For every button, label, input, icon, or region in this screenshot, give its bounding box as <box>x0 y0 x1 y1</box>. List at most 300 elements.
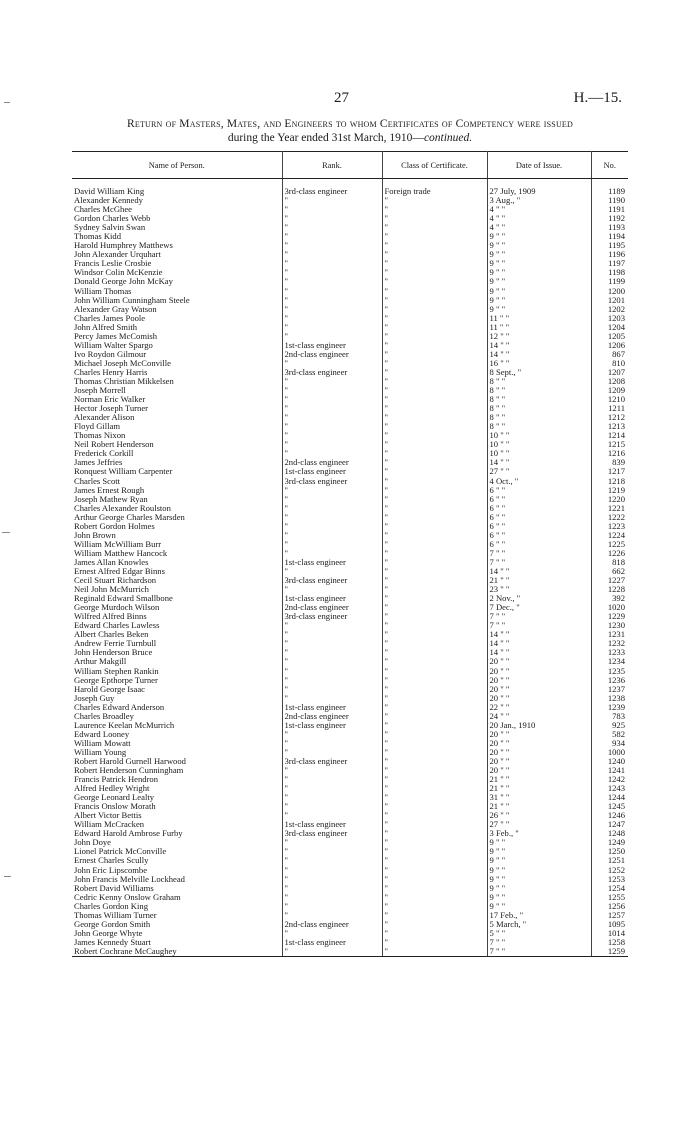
cell-date: 20 " " <box>487 666 591 675</box>
cell-rank: " <box>282 513 382 522</box>
cell-name: Robert Cochrane McCaughey <box>72 947 282 957</box>
cell-name: Norman Eric Walker <box>72 395 282 404</box>
cell-name: James Allan Knowles <box>72 558 282 567</box>
cell-class: " <box>382 350 487 359</box>
cell-name: Gordon Charles Webb <box>72 214 282 223</box>
cell-name: David William King <box>72 187 282 196</box>
cell-number: 1020 <box>607 603 625 613</box>
cell-date: 9 " " <box>487 287 591 296</box>
cell-name: Robert Henderson Cunningham <box>72 766 282 775</box>
cell-name: Joseph Mathew Ryan <box>72 495 282 504</box>
cell-date: 7 " " <box>487 549 591 558</box>
cell-number: 1243 <box>607 784 625 794</box>
cell-class: " <box>382 866 487 875</box>
cell-number: 1241 <box>607 766 625 776</box>
table-row <box>72 296 628 305</box>
cell-number: 1207 <box>607 367 625 377</box>
cell-date: 27 July, 1909 <box>487 187 591 196</box>
cell-rank: 2nd-class engineer <box>282 458 382 467</box>
cell-class: " <box>382 296 487 305</box>
table-row <box>72 721 628 730</box>
table-row <box>72 323 628 332</box>
cell-rank: " <box>282 305 382 314</box>
table-row <box>72 902 628 911</box>
cell-class: " <box>382 775 487 784</box>
cell-class: " <box>382 929 487 938</box>
table-row <box>72 739 628 748</box>
cell-date: 9 " " <box>487 259 591 268</box>
cell-rank: " <box>282 214 382 223</box>
table-row <box>72 377 628 386</box>
cell-number: 1233 <box>607 648 625 658</box>
table-row <box>72 522 628 531</box>
cell-date: 9 " " <box>487 875 591 884</box>
cell-class: " <box>382 287 487 296</box>
table-row <box>72 603 628 612</box>
cell-date: 5 March, " <box>487 920 591 929</box>
cell-number: 1198 <box>608 268 625 278</box>
cell-name: Alexander Gray Watson <box>72 305 282 314</box>
cell-date: 17 Feb., " <box>487 911 591 920</box>
cell-number: 1191 <box>608 205 625 215</box>
cell-date: 11 " " <box>487 314 591 323</box>
cell-number: 1226 <box>607 548 625 558</box>
cell-name: George Leonard Lealty <box>72 793 282 802</box>
cell-name: Frederick Corkill <box>72 449 282 458</box>
cell-name: Robert David Williams <box>72 884 282 893</box>
cell-class: " <box>382 766 487 775</box>
cell-class: " <box>382 666 487 675</box>
cell-class: " <box>382 404 487 413</box>
table-row <box>72 838 628 847</box>
table-row <box>72 621 628 630</box>
cell-number: 1229 <box>607 612 625 622</box>
cell-class: " <box>382 368 487 377</box>
cell-date: 21 " " <box>487 784 591 793</box>
table-header-row <box>72 152 628 179</box>
certificates-table <box>72 151 628 957</box>
cell-name: Charles Henry Harris <box>72 368 282 377</box>
cell-class: " <box>382 612 487 621</box>
table-row <box>72 504 628 513</box>
table-row <box>72 277 628 286</box>
cell-number: 1246 <box>607 811 625 821</box>
page-number: 27 <box>334 90 349 106</box>
cell-name: Albert Victor Bettis <box>72 811 282 820</box>
cell-rank: 2nd-class engineer <box>282 603 382 612</box>
cell-date: 20 " " <box>487 694 591 703</box>
cell-rank: " <box>282 250 382 259</box>
cell-class: " <box>382 567 487 576</box>
column-header-date: Date of Issue. <box>487 152 591 179</box>
cell-number: 1254 <box>607 883 625 893</box>
cell-name: Harold Humphrey Matthews <box>72 241 282 250</box>
cell-class: " <box>382 639 487 648</box>
cell-rank: " <box>282 694 382 703</box>
cell-date: 8 " " <box>487 422 591 431</box>
cell-name: William Young <box>72 748 282 757</box>
table-row <box>72 820 628 829</box>
cell-date: 9 " " <box>487 884 591 893</box>
cell-class: " <box>382 856 487 865</box>
cell-number: 1215 <box>607 440 625 450</box>
cell-date: 7 " " <box>487 938 591 947</box>
cell-rank: " <box>282 621 382 630</box>
cell-class: " <box>382 884 487 893</box>
table-row <box>72 287 628 296</box>
cell-name: Thomas William Turner <box>72 911 282 920</box>
cell-date: 20 " " <box>487 730 591 739</box>
cell-date: 4 Oct., " <box>487 477 591 486</box>
cell-number: 1236 <box>607 675 625 685</box>
title-line-2 <box>72 131 628 145</box>
table-row <box>72 657 628 666</box>
table-row <box>72 413 628 422</box>
table-row <box>72 495 628 504</box>
table-row <box>72 893 628 902</box>
cell-date: 6 " " <box>487 504 591 513</box>
cell-number: 1238 <box>607 693 625 703</box>
table-row <box>72 784 628 793</box>
cell-class: " <box>382 829 487 838</box>
table-row <box>72 223 628 232</box>
cell-date: 23 " " <box>487 585 591 594</box>
cell-date: 7 " " <box>487 621 591 630</box>
cell-name: Neil Robert Henderson <box>72 440 282 449</box>
cell-number: 867 <box>612 349 625 359</box>
cell-number: 1234 <box>607 657 625 667</box>
table-row <box>72 612 628 621</box>
cell-date: 9 " " <box>487 232 591 241</box>
table-row <box>72 712 628 721</box>
cell-number: 1235 <box>607 666 625 676</box>
cell-number: 1208 <box>607 376 625 386</box>
cell-name: George Murdoch Wilson <box>72 603 282 612</box>
cell-rank: " <box>282 766 382 775</box>
cell-date: 14 " " <box>487 630 591 639</box>
cell-rank: " <box>282 775 382 784</box>
cell-rank: " <box>282 856 382 865</box>
cell-name: Charles Edward Anderson <box>72 703 282 712</box>
cell-rank: 2nd-class engineer <box>282 920 382 929</box>
cell-name: Charles Broadley <box>72 712 282 721</box>
cell-date: 9 " " <box>487 838 591 847</box>
cell-class: " <box>382 621 487 630</box>
cell-number: 1196 <box>608 250 625 260</box>
cell-number: 1225 <box>607 539 625 549</box>
cell-date: 21 " " <box>487 576 591 585</box>
cell-rank: " <box>282 522 382 531</box>
cell-number: 392 <box>612 594 625 604</box>
cell-number: 1255 <box>607 892 625 902</box>
cell-number: 1237 <box>607 684 625 694</box>
cell-number: 1240 <box>607 756 625 766</box>
cell-class: " <box>382 250 487 259</box>
page-edge-mark <box>2 532 10 533</box>
table-row <box>72 938 628 947</box>
cell-class: " <box>382 540 487 549</box>
cell-name: Arthur Makgill <box>72 657 282 666</box>
cell-number: 1232 <box>607 639 625 649</box>
cell-class: " <box>382 341 487 350</box>
cell-name: Edward Looney <box>72 730 282 739</box>
cell-rank: 3rd-class engineer <box>282 612 382 621</box>
cell-class: " <box>382 214 487 223</box>
table-row <box>72 630 628 639</box>
table-row <box>72 730 628 739</box>
column-header-class: Class of Certificate. <box>382 152 487 179</box>
table-row <box>72 911 628 920</box>
table-row <box>72 486 628 495</box>
cell-number: 1214 <box>607 431 625 441</box>
cell-date: 27 " " <box>487 820 591 829</box>
cell-class: " <box>382 268 487 277</box>
cell-name: Ernest Charles Scully <box>72 856 282 865</box>
cell-class: " <box>382 902 487 911</box>
cell-name: Thomas Christian Mikkelsen <box>72 377 282 386</box>
table-row <box>72 232 628 241</box>
table-row <box>72 196 628 205</box>
cell-name: William McCracken <box>72 820 282 829</box>
cell-rank: " <box>282 386 382 395</box>
cell-rank: " <box>282 377 382 386</box>
cell-date: 31 " " <box>487 793 591 802</box>
cell-date: 24 " " <box>487 712 591 721</box>
cell-rank: " <box>282 259 382 268</box>
cell-rank: " <box>282 449 382 458</box>
cell-date: 8 " " <box>487 386 591 395</box>
cell-date: 7 " " <box>487 558 591 567</box>
cell-rank: 3rd-class engineer <box>282 576 382 585</box>
table-row <box>72 341 628 350</box>
cell-rank: " <box>282 359 382 368</box>
cell-rank: 3rd-class engineer <box>282 368 382 377</box>
cell-class: " <box>382 386 487 395</box>
cell-rank: " <box>282 739 382 748</box>
table-row <box>72 332 628 341</box>
cell-name: Harold George Isaac <box>72 685 282 694</box>
cell-class: " <box>382 685 487 694</box>
cell-date: 6 " " <box>487 486 591 495</box>
cell-class: " <box>382 531 487 540</box>
table-row <box>72 449 628 458</box>
cell-date: 21 " " <box>487 775 591 784</box>
cell-rank: " <box>282 440 382 449</box>
cell-number: 1211 <box>608 404 625 414</box>
cell-rank: " <box>282 866 382 875</box>
cell-number: 1195 <box>608 241 625 251</box>
table-row <box>72 205 628 214</box>
cell-rank: " <box>282 730 382 739</box>
cell-name: William McWilliam Burr <box>72 540 282 549</box>
cell-rank: " <box>282 748 382 757</box>
cell-number: 1242 <box>607 775 625 785</box>
cell-number: 1014 <box>607 928 625 938</box>
cell-rank: " <box>282 287 382 296</box>
cell-rank: 1st-class engineer <box>282 721 382 730</box>
table-row <box>72 703 628 712</box>
cell-name: Thomas Nixon <box>72 431 282 440</box>
cell-number: 1212 <box>607 413 625 423</box>
cell-class: " <box>382 259 487 268</box>
cell-name: John Francis Melville Lockhead <box>72 875 282 884</box>
title-line-2-text: during the Year ended 31st March, 1910— <box>227 132 424 144</box>
table-row <box>72 676 628 685</box>
cell-rank: 2nd-class engineer <box>282 712 382 721</box>
cell-rank: " <box>282 241 382 250</box>
cell-date: 8 " " <box>487 404 591 413</box>
cell-rank: " <box>282 847 382 856</box>
cell-name: Thomas Kidd <box>72 232 282 241</box>
cell-number: 1230 <box>607 621 625 631</box>
cell-name: John Alfred Smith <box>72 323 282 332</box>
cell-name: Robert Gordon Holmes <box>72 522 282 531</box>
table-row <box>72 802 628 811</box>
table-body <box>72 179 628 957</box>
cell-name: Edward Harold Ambrose Furby <box>72 829 282 838</box>
cell-class: Foreign trade <box>382 187 487 196</box>
table-row <box>72 467 628 476</box>
cell-number: 1256 <box>607 901 625 911</box>
cell-number: 1224 <box>607 530 625 540</box>
table-row <box>72 395 628 404</box>
cell-date: 20 " " <box>487 676 591 685</box>
cell-name: Donald George John McKay <box>72 277 282 286</box>
table-row <box>72 884 628 893</box>
cell-number: 1204 <box>607 322 625 332</box>
cell-name: Charles Alexander Roulston <box>72 504 282 513</box>
cell-date: 5 " " <box>487 929 591 938</box>
table-row <box>72 685 628 694</box>
cell-class: " <box>382 359 487 368</box>
table-row <box>72 875 628 884</box>
cell-date: 27 " " <box>487 467 591 476</box>
cell-rank: " <box>282 531 382 540</box>
cell-date: 6 " " <box>487 531 591 540</box>
cell-rank: 3rd-class engineer <box>282 757 382 766</box>
cell-name: Charles McGhee <box>72 205 282 214</box>
cell-number: 818 <box>612 557 625 567</box>
table-row <box>72 775 628 784</box>
table-row <box>72 666 628 675</box>
table-title <box>72 117 628 145</box>
cell-date: 7 " " <box>487 612 591 621</box>
cell-rank: " <box>282 422 382 431</box>
cell-class: " <box>382 486 487 495</box>
cell-class: " <box>382 757 487 766</box>
cell-number: 839 <box>612 458 625 468</box>
cell-class: " <box>382 495 487 504</box>
table-row <box>72 576 628 585</box>
cell-rank: 1st-class engineer <box>282 820 382 829</box>
table-row <box>72 793 628 802</box>
cell-name: William Walter Spargo <box>72 341 282 350</box>
cell-rank: " <box>282 495 382 504</box>
cell-class: " <box>382 920 487 929</box>
cell-name: Joseph Morrell <box>72 386 282 395</box>
cell-date: 6 " " <box>487 540 591 549</box>
cell-number: 1192 <box>608 214 625 224</box>
cell-date: 4 " " <box>487 205 591 214</box>
cell-number: 1000 <box>607 747 625 757</box>
cell-rank: " <box>282 893 382 902</box>
table-row <box>72 558 628 567</box>
cell-name: William Matthew Hancock <box>72 549 282 558</box>
table-row <box>72 187 628 196</box>
cell-rank: " <box>282 685 382 694</box>
cell-number: 1218 <box>607 476 625 486</box>
cell-class: " <box>382 332 487 341</box>
cell-number: 1249 <box>607 838 625 848</box>
cell-rank: " <box>282 314 382 323</box>
cell-date: 4 " " <box>487 214 591 223</box>
cell-name: Charles Scott <box>72 477 282 486</box>
cell-class: " <box>382 676 487 685</box>
cell-number: 1189 <box>608 187 625 197</box>
cell-class: " <box>382 232 487 241</box>
table-row <box>72 920 628 929</box>
cell-class: " <box>382 820 487 829</box>
table-row <box>72 847 628 856</box>
cell-rank: " <box>282 567 382 576</box>
cell-name: John George Whyte <box>72 929 282 938</box>
cell-rank: 1st-class engineer <box>282 341 382 350</box>
cell-name: Alexander Alison <box>72 413 282 422</box>
cell-rank: " <box>282 884 382 893</box>
cell-class: " <box>382 440 487 449</box>
table-row <box>72 594 628 603</box>
cell-date: 14 " " <box>487 341 591 350</box>
cell-number: 1194 <box>608 232 625 242</box>
cell-number: 925 <box>612 720 625 730</box>
cell-date: 16 " " <box>487 359 591 368</box>
cell-name: Cedric Kenny Onslow Graham <box>72 893 282 902</box>
cell-rank: " <box>282 784 382 793</box>
page-edge-mark <box>4 102 10 103</box>
cell-name: Charles James Poole <box>72 314 282 323</box>
cell-number: 783 <box>612 711 625 721</box>
cell-number: 1221 <box>607 503 625 513</box>
cell-date: 10 " " <box>487 440 591 449</box>
cell-name: John William Cunningham Steele <box>72 296 282 305</box>
cell-rank: " <box>282 875 382 884</box>
cell-date: 9 " " <box>487 902 591 911</box>
table-row <box>72 440 628 449</box>
cell-class: " <box>382 703 487 712</box>
cell-name: Ernest Alfred Edgar Binns <box>72 567 282 576</box>
cell-class: " <box>382 793 487 802</box>
cell-name: George Gordon Smith <box>72 920 282 929</box>
cell-rank: 3rd-class engineer <box>282 829 382 838</box>
cell-class: " <box>382 449 487 458</box>
cell-rank: 1st-class engineer <box>282 558 382 567</box>
cell-rank: " <box>282 504 382 513</box>
cell-class: " <box>382 847 487 856</box>
cell-date: 9 " " <box>487 277 591 286</box>
table-row <box>72 929 628 938</box>
cell-class: " <box>382 522 487 531</box>
cell-class: " <box>382 223 487 232</box>
cell-date: 10 " " <box>487 449 591 458</box>
cell-name: Alexander Kennedy <box>72 196 282 205</box>
cell-class: " <box>382 558 487 567</box>
cell-name: Arthur George Charles Marsden <box>72 513 282 522</box>
cell-date: 20 " " <box>487 657 591 666</box>
cell-number: 1228 <box>607 585 625 595</box>
cell-class: " <box>382 458 487 467</box>
cell-name: Francis Leslie Crosbie <box>72 259 282 268</box>
cell-rank: " <box>282 947 382 957</box>
